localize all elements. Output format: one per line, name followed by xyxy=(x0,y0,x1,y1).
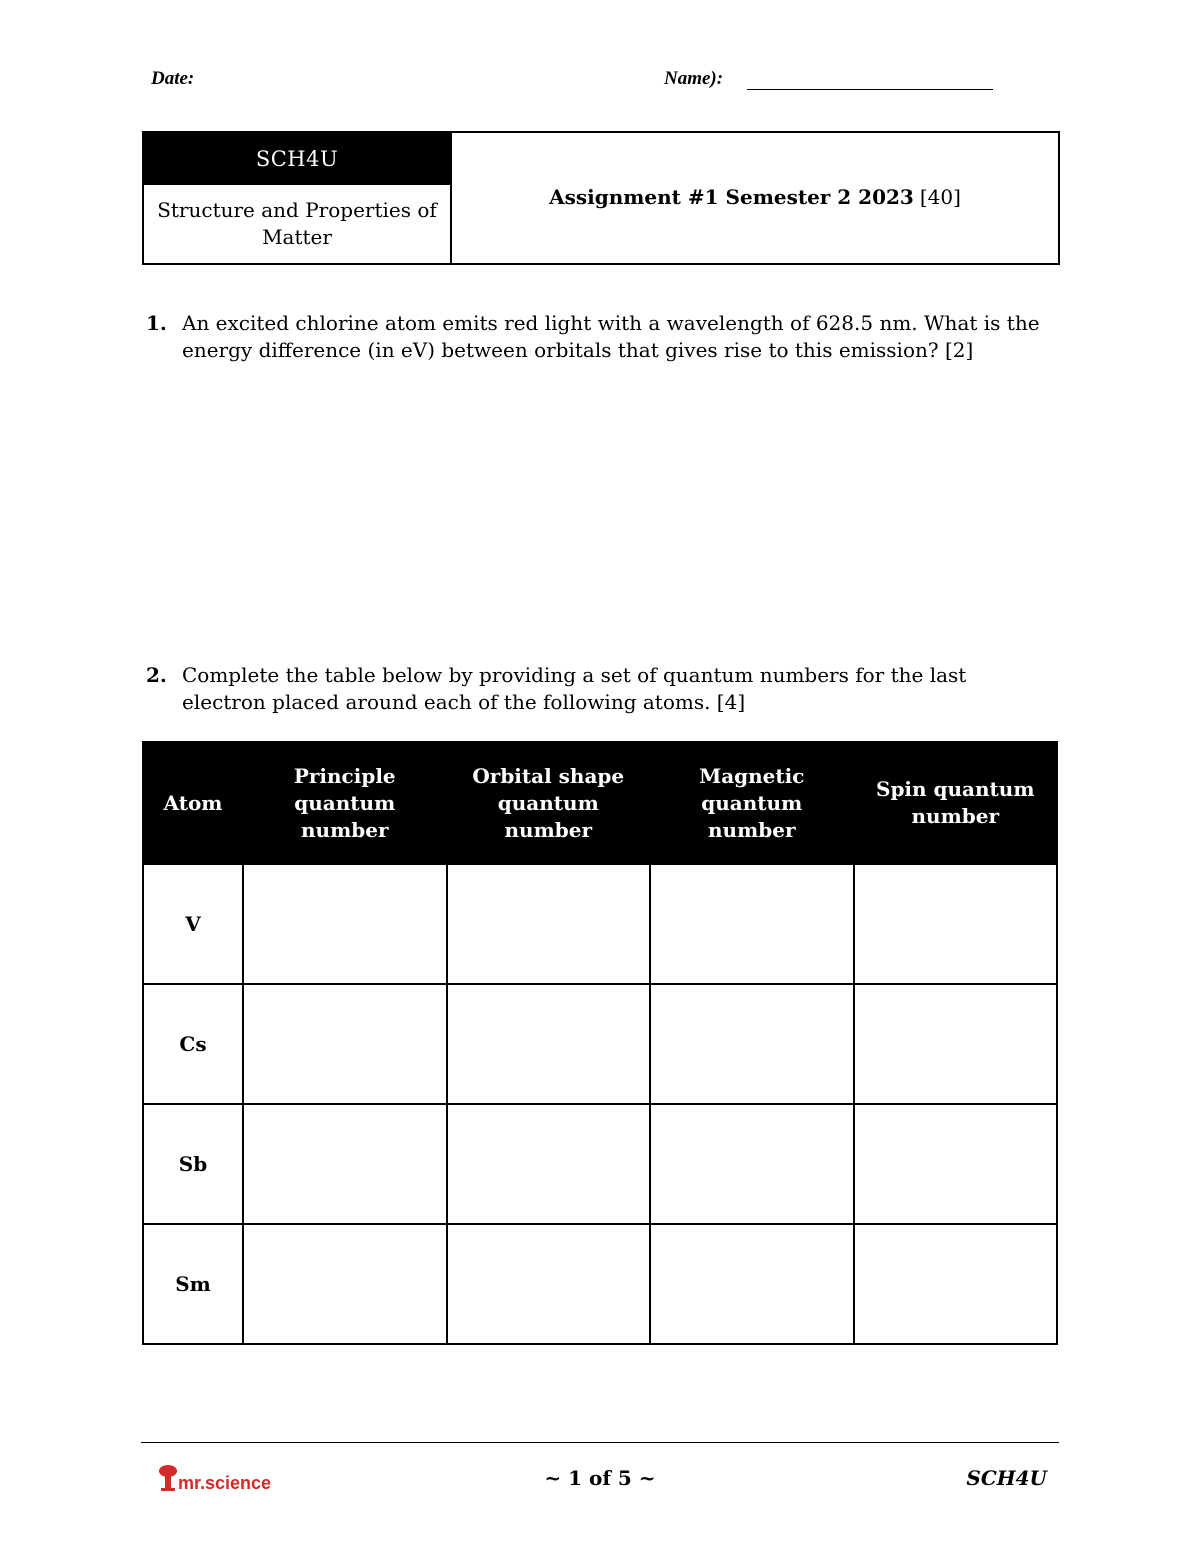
table-row xyxy=(143,1104,1057,1224)
quantum-numbers-table xyxy=(142,741,1058,1345)
question-number: 2. xyxy=(146,663,167,687)
assignment-marks: [40] xyxy=(919,185,961,209)
question-text: Complete the table below by providing a set of quantum numbers for the last electron placed around each of the following atoms. [4] xyxy=(182,663,967,714)
page-number: ~ 1 of 5 ~ xyxy=(544,1466,656,1490)
title-box xyxy=(142,131,1060,265)
header-atom: Atom xyxy=(143,742,243,864)
logo-text: mr.science xyxy=(178,1473,272,1493)
atom-cell: Sm xyxy=(143,1224,243,1344)
question-number: 1. xyxy=(146,311,167,335)
atom-cell: V xyxy=(143,864,243,984)
name-blank-line[interactable] xyxy=(747,89,993,90)
answer-cell[interactable] xyxy=(447,1224,651,1344)
footer-divider xyxy=(141,1442,1059,1443)
answer-cell[interactable] xyxy=(650,864,854,984)
question-text: An excited chlorine atom emits red light with a wavelength of 628.5 nm. What is the energy difference (in eV) between orbitals that gives rise to this emission? [2] xyxy=(182,311,1040,362)
footer-course-code: SCH4U xyxy=(966,1466,1047,1490)
answer-cell[interactable] xyxy=(243,864,447,984)
answer-cell[interactable] xyxy=(854,864,1058,984)
answer-cell[interactable] xyxy=(447,864,651,984)
course-name: Structure and Properties of Matter xyxy=(157,198,437,249)
header-magnetic: Magnetic quantum number xyxy=(650,742,854,864)
table-header-row xyxy=(143,742,1057,864)
answer-cell[interactable] xyxy=(650,1224,854,1344)
header-spin: Spin quantum number xyxy=(854,742,1058,864)
answer-cell[interactable] xyxy=(243,1224,447,1344)
answer-cell[interactable] xyxy=(650,984,854,1104)
assignment-heading xyxy=(452,133,1058,263)
course-info xyxy=(144,133,452,263)
answer-cell[interactable] xyxy=(447,984,651,1104)
question-2 xyxy=(146,662,1051,716)
table-row xyxy=(143,984,1057,1104)
answer-cell[interactable] xyxy=(243,984,447,1104)
header-principle: Principle quantum number xyxy=(243,742,447,864)
table-row xyxy=(143,864,1057,984)
answer-cell[interactable] xyxy=(854,1104,1058,1224)
answer-cell[interactable] xyxy=(650,1104,854,1224)
atom-cell: Cs xyxy=(143,984,243,1104)
assignment-title: Assignment #1 Semester 2 2023 xyxy=(549,185,914,209)
question-1 xyxy=(146,310,1051,364)
date-label: Date: xyxy=(151,68,195,89)
header-orbital-shape: Orbital shape quantum number xyxy=(447,742,651,864)
table-row xyxy=(143,1224,1057,1344)
course-code: SCH4U xyxy=(144,133,450,185)
answer-cell[interactable] xyxy=(854,984,1058,1104)
answer-cell[interactable] xyxy=(447,1104,651,1224)
answer-cell[interactable] xyxy=(854,1224,1058,1344)
atom-cell: Sb xyxy=(143,1104,243,1224)
answer-cell[interactable] xyxy=(243,1104,447,1224)
name-label: Name): xyxy=(664,68,724,89)
